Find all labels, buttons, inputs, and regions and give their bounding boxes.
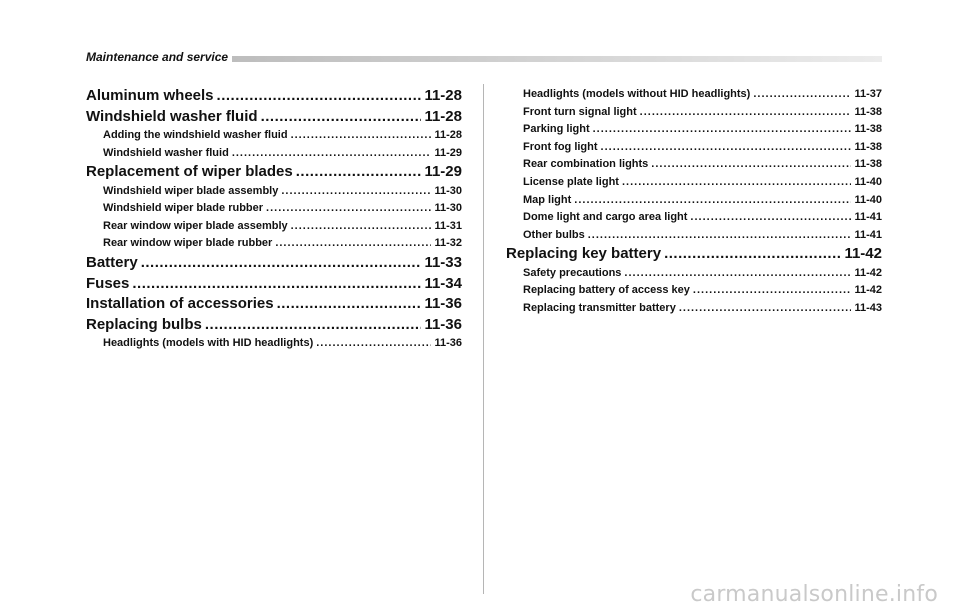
toc-entry-title: Front turn signal light	[523, 105, 637, 118]
toc-page-number: 11-41	[854, 228, 882, 241]
toc-page-number: 11-41	[854, 211, 882, 224]
dot-leader	[291, 127, 432, 145]
toc-left-column	[86, 86, 462, 353]
toc-subentry[interactable]	[86, 145, 462, 163]
toc-entry-title: Fuses	[86, 274, 130, 292]
toc-entry-title: Other bulbs	[523, 228, 585, 241]
toc-entry-title: Battery	[86, 254, 138, 272]
toc-subentry[interactable]	[506, 300, 882, 318]
toc-page-number: 11-40	[854, 193, 882, 206]
toc-subentry[interactable]	[506, 86, 882, 104]
toc-subentry[interactable]	[86, 218, 462, 236]
toc-page-number: 11-28	[434, 129, 462, 141]
dot-leader	[316, 335, 431, 353]
toc-page-number: 11-28	[424, 87, 462, 104]
toc-entry-title: Parking light	[523, 123, 590, 136]
dot-leader	[601, 139, 852, 157]
toc-page-number: 11-38	[854, 140, 882, 153]
dot-leader	[266, 200, 431, 218]
dot-leader	[275, 235, 431, 253]
dot-leader	[640, 104, 852, 122]
toc-subentry[interactable]	[506, 192, 882, 210]
toc-subentry[interactable]	[506, 121, 882, 139]
toc-entry-title: Safety precautions	[523, 266, 622, 279]
toc-entry-title: Map light	[523, 193, 572, 206]
toc-subentry[interactable]	[86, 335, 462, 353]
toc-entry-title: Rear window wiper blade assembly	[103, 219, 288, 232]
toc-subentry[interactable]	[86, 127, 462, 145]
toc-entry-title: Aluminum wheels	[86, 87, 214, 104]
toc-entry-title: Replacing bulbs	[86, 315, 202, 333]
toc-page-number: 11-33	[424, 254, 462, 272]
toc-entry-title: Windshield washer fluid	[86, 107, 258, 125]
dot-leader	[679, 300, 852, 318]
toc-entry-title: Replacing battery of access key	[523, 284, 690, 297]
dot-leader	[593, 121, 852, 139]
toc-page-number: 11-31	[434, 219, 462, 232]
dot-leader	[277, 294, 422, 315]
toc-entry-title: Windshield wiper blade assembly	[103, 184, 279, 197]
toc-page-number: 11-38	[854, 123, 882, 136]
toc-entry-title: Replacing transmitter battery	[523, 302, 676, 315]
dot-leader	[624, 265, 851, 283]
toc-entry-title: Front fog light	[523, 140, 598, 153]
toc-entry[interactable]	[86, 162, 462, 183]
toc-page-number: 11-42	[854, 266, 882, 279]
toc-page-number: 11-42	[854, 284, 882, 297]
toc-subentry[interactable]	[506, 174, 882, 192]
toc-page-number: 11-29	[434, 146, 462, 159]
dot-leader	[261, 107, 422, 128]
toc-page-number: 11-36	[424, 295, 462, 313]
dot-leader	[217, 86, 422, 107]
toc-page-number: 11-36	[424, 315, 462, 333]
dot-leader	[753, 86, 851, 104]
toc-entry-title: Rear window wiper blade rubber	[103, 237, 273, 250]
dot-leader	[693, 282, 852, 300]
toc-entry[interactable]	[86, 86, 462, 107]
toc-entry[interactable]	[86, 315, 462, 336]
toc-entry-title: Installation of accessories	[86, 295, 274, 313]
toc-entry-title: Windshield wiper blade rubber	[103, 202, 264, 215]
dot-leader	[664, 244, 841, 265]
dot-leader	[281, 183, 431, 201]
section-header-title: Maintenance and service	[86, 50, 229, 64]
toc-entry[interactable]	[86, 253, 462, 274]
toc-entry-title: License plate light	[523, 175, 619, 188]
toc-page-number: 11-29	[424, 163, 462, 181]
header-rule	[232, 56, 882, 62]
dot-leader	[574, 192, 851, 210]
dot-leader	[622, 174, 852, 192]
toc-page-number: 11-36	[434, 337, 462, 350]
toc-subentry[interactable]	[506, 209, 882, 227]
dot-leader	[291, 218, 432, 236]
toc-entry[interactable]	[86, 274, 462, 295]
dot-leader	[296, 162, 422, 183]
toc-subentry[interactable]	[506, 139, 882, 157]
toc-entry-title: Rear combination lights	[523, 158, 649, 171]
toc-page-number: 11-38	[854, 105, 882, 118]
toc-entry-title: Dome light and cargo area light	[523, 211, 688, 224]
toc-entry[interactable]	[506, 244, 882, 265]
toc-subentry[interactable]	[506, 265, 882, 283]
toc-entry-title: Adding the windshield washer fluid	[103, 129, 288, 141]
toc-page-number: 11-32	[434, 237, 462, 250]
toc-entry-title: Replacing key battery	[506, 245, 662, 263]
toc-right-column	[506, 86, 882, 318]
dot-leader	[232, 145, 432, 163]
toc-subentry[interactable]	[506, 156, 882, 174]
toc-subentry[interactable]	[506, 282, 882, 300]
toc-subentry[interactable]	[506, 104, 882, 122]
toc-entry-title: Headlights (models with HID headlights)	[103, 337, 314, 350]
toc-page-number: 11-34	[424, 274, 462, 292]
toc-entry[interactable]	[86, 294, 462, 315]
toc-entry[interactable]	[86, 107, 462, 128]
toc-entry-title: Headlights (models without HID headlights)	[523, 88, 751, 100]
toc-subentry[interactable]	[506, 227, 882, 245]
toc-page-number: 11-42	[844, 245, 882, 263]
dot-leader	[588, 227, 852, 245]
toc-subentry[interactable]	[86, 183, 462, 201]
column-divider	[483, 84, 484, 594]
toc-page-number: 11-28	[424, 107, 462, 125]
dot-leader	[132, 274, 421, 295]
toc-page-number: 11-43	[854, 302, 882, 315]
watermark: carmanualsonline.info	[690, 582, 938, 607]
toc-page-number: 11-30	[434, 184, 462, 197]
toc-page-number: 11-37	[854, 88, 882, 100]
toc-page-number: 11-38	[854, 158, 882, 171]
toc-page-number: 11-30	[434, 202, 462, 215]
dot-leader	[141, 253, 422, 274]
dot-leader	[690, 209, 851, 227]
toc-entry-title: Windshield washer fluid	[103, 146, 229, 159]
toc-subentry[interactable]	[86, 200, 462, 218]
dot-leader	[651, 156, 851, 174]
toc-subentry[interactable]	[86, 235, 462, 253]
toc-page-number: 11-40	[854, 175, 882, 188]
toc-entry-title: Replacement of wiper blades	[86, 163, 293, 181]
dot-leader	[205, 315, 422, 336]
